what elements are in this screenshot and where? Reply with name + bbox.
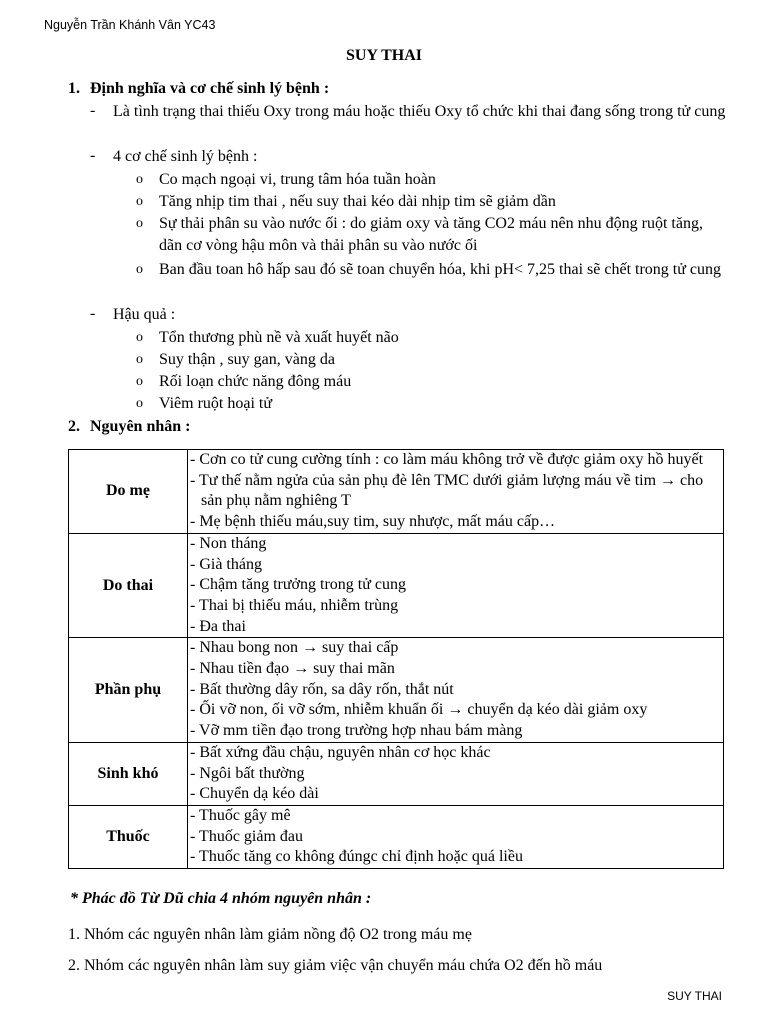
cause-item: - Vỡ mm tiền đạo trong trường hợp nhau bám màng xyxy=(190,722,523,740)
bullet-circle: o xyxy=(136,374,143,389)
bullet-circle: o xyxy=(136,396,143,411)
table-row xyxy=(69,533,724,638)
section-number: 1. xyxy=(68,80,80,97)
items-cell xyxy=(188,742,724,805)
section-number: 2. xyxy=(68,418,80,435)
cause-item: - Nhau bong non → suy thai cấp xyxy=(190,639,399,657)
cause-item: - Ối vỡ non, ối vỡ sớm, nhiễm khuẩn ối → chuyển dạ kéo dài giảm oxy xyxy=(190,701,648,719)
footer-label: SUY THAI xyxy=(667,989,722,1003)
cause-item: - Già tháng xyxy=(190,555,262,573)
bullet-dash: - xyxy=(90,305,96,322)
category-cell: Do mẹ xyxy=(69,450,188,534)
section-title: Định nghĩa và cơ chế sinh lý bệnh : xyxy=(90,80,330,97)
definition-text: Là tình trạng thai thiếu Oxy trong máu hoặc thiếu Oxy tổ chức khi thai đang sống trong tử cung xyxy=(113,103,726,120)
mechanism-item: Tăng nhịp tim thai , nếu suy thai kéo dài nhịp tim sẽ giảm dần xyxy=(159,193,556,210)
mechanism-item: Sự thải phân su vào nước ối : do giảm oxy và tăng CO2 máu nên nhu động ruột tăng, dãn cơ vòng hậu môn và thải phân su vào nước ối xyxy=(159,215,703,254)
cause-group: 2. Nhóm các nguyên nhân làm suy giảm việc vận chuyển máu chứa O2 đến hồ máu xyxy=(68,957,603,974)
consequence-item: Rối loạn chức năng đông máu xyxy=(159,373,352,390)
table-row xyxy=(69,805,724,868)
cause-item: - Mẹ bệnh thiếu máu,suy tim, suy nhược, mất máu cấp… xyxy=(190,513,556,531)
document-title: SUY THAI xyxy=(345,47,423,64)
cause-item: - Đa thai xyxy=(190,617,246,635)
cause-item: - Nhau tiền đạo → suy thai mãn xyxy=(190,660,395,678)
category-cell: Do thai xyxy=(69,533,188,638)
cause-item: - Ngôi bất thường xyxy=(190,764,305,782)
cause-item: - Tư thế nằm ngửa của sản phụ đè lên TMC dưới giảm lượng máu về tim → cho sản phụ nằm nghiêng T xyxy=(190,471,704,510)
cause-item: - Thuốc tăng co không đúngc chỉ định hoặc quá liều xyxy=(190,848,523,866)
mechanisms-label: 4 cơ chế sinh lý bệnh : xyxy=(113,148,258,165)
category-cell: Sinh khó xyxy=(69,742,188,805)
table-row xyxy=(69,450,724,534)
bullet-circle: o xyxy=(136,330,143,345)
bullet-dash: - xyxy=(90,147,96,164)
author-name: Nguyễn Trần Khánh Vân YC43 xyxy=(44,18,216,32)
cause-item: - Chậm tăng trưởng trong tử cung xyxy=(190,576,406,594)
items-cell xyxy=(188,533,724,638)
section-title: Nguyên nhân : xyxy=(90,418,191,435)
category-cell: Phần phụ xyxy=(69,638,188,743)
protocol-note: * Phác đồ Từ Dũ chia 4 nhóm nguyên nhân : xyxy=(70,890,372,907)
cause-item: - Thai bị thiếu máu, nhiễm trùng xyxy=(190,596,399,614)
cause-item: - Thuốc giảm đau xyxy=(190,827,304,845)
cause-item: - Cơn co tử cung cường tính : co làm máu không trở về được giảm oxy hồ huyết xyxy=(190,451,704,468)
table-row xyxy=(69,638,724,743)
items-cell xyxy=(188,805,724,868)
items-cell xyxy=(188,638,724,743)
consequence-item: Suy thận , suy gan, vàng da xyxy=(159,351,335,368)
causes-table xyxy=(68,449,724,869)
table-row xyxy=(69,742,724,805)
bullet-circle: o xyxy=(136,352,143,367)
bullet-circle: o xyxy=(136,194,143,209)
bullet-circle: o xyxy=(136,262,143,277)
cause-item: - Chuyển dạ kéo dài xyxy=(190,785,319,803)
cause-item: - Non tháng xyxy=(190,534,267,552)
mechanism-item: Co mạch ngoại vi, trung tâm hóa tuần hoàn xyxy=(159,171,436,188)
bullet-dash: - xyxy=(90,102,96,119)
cause-group: 1. Nhóm các nguyên nhân làm giảm nồng độ O2 trong máu mẹ xyxy=(68,926,472,943)
bullet-circle: o xyxy=(136,172,143,187)
section-2-heading xyxy=(68,418,190,436)
cause-item: - Bất thường dây rốn, sa dây rốn, thắt nút xyxy=(190,680,454,698)
cause-item: - Bất xứng đầu chậu, nguyên nhân cơ học khác xyxy=(190,743,491,761)
section-1-heading xyxy=(68,80,329,98)
cause-item: - Thuốc gây mê xyxy=(190,806,291,824)
items-cell xyxy=(188,450,724,534)
consequences-label: Hậu quả : xyxy=(113,306,176,323)
bullet-circle: o xyxy=(136,216,143,231)
consequence-item: Viêm ruột hoại tử xyxy=(159,395,273,412)
consequence-item: Tổn thương phù nề và xuất huyết não xyxy=(159,329,399,346)
category-cell: Thuốc xyxy=(69,805,188,868)
mechanism-item: Ban đầu toan hô hấp sau đó sẽ toan chuyển hóa, khi pH< 7,25 thai sẽ chết trong tử cung xyxy=(159,261,722,278)
